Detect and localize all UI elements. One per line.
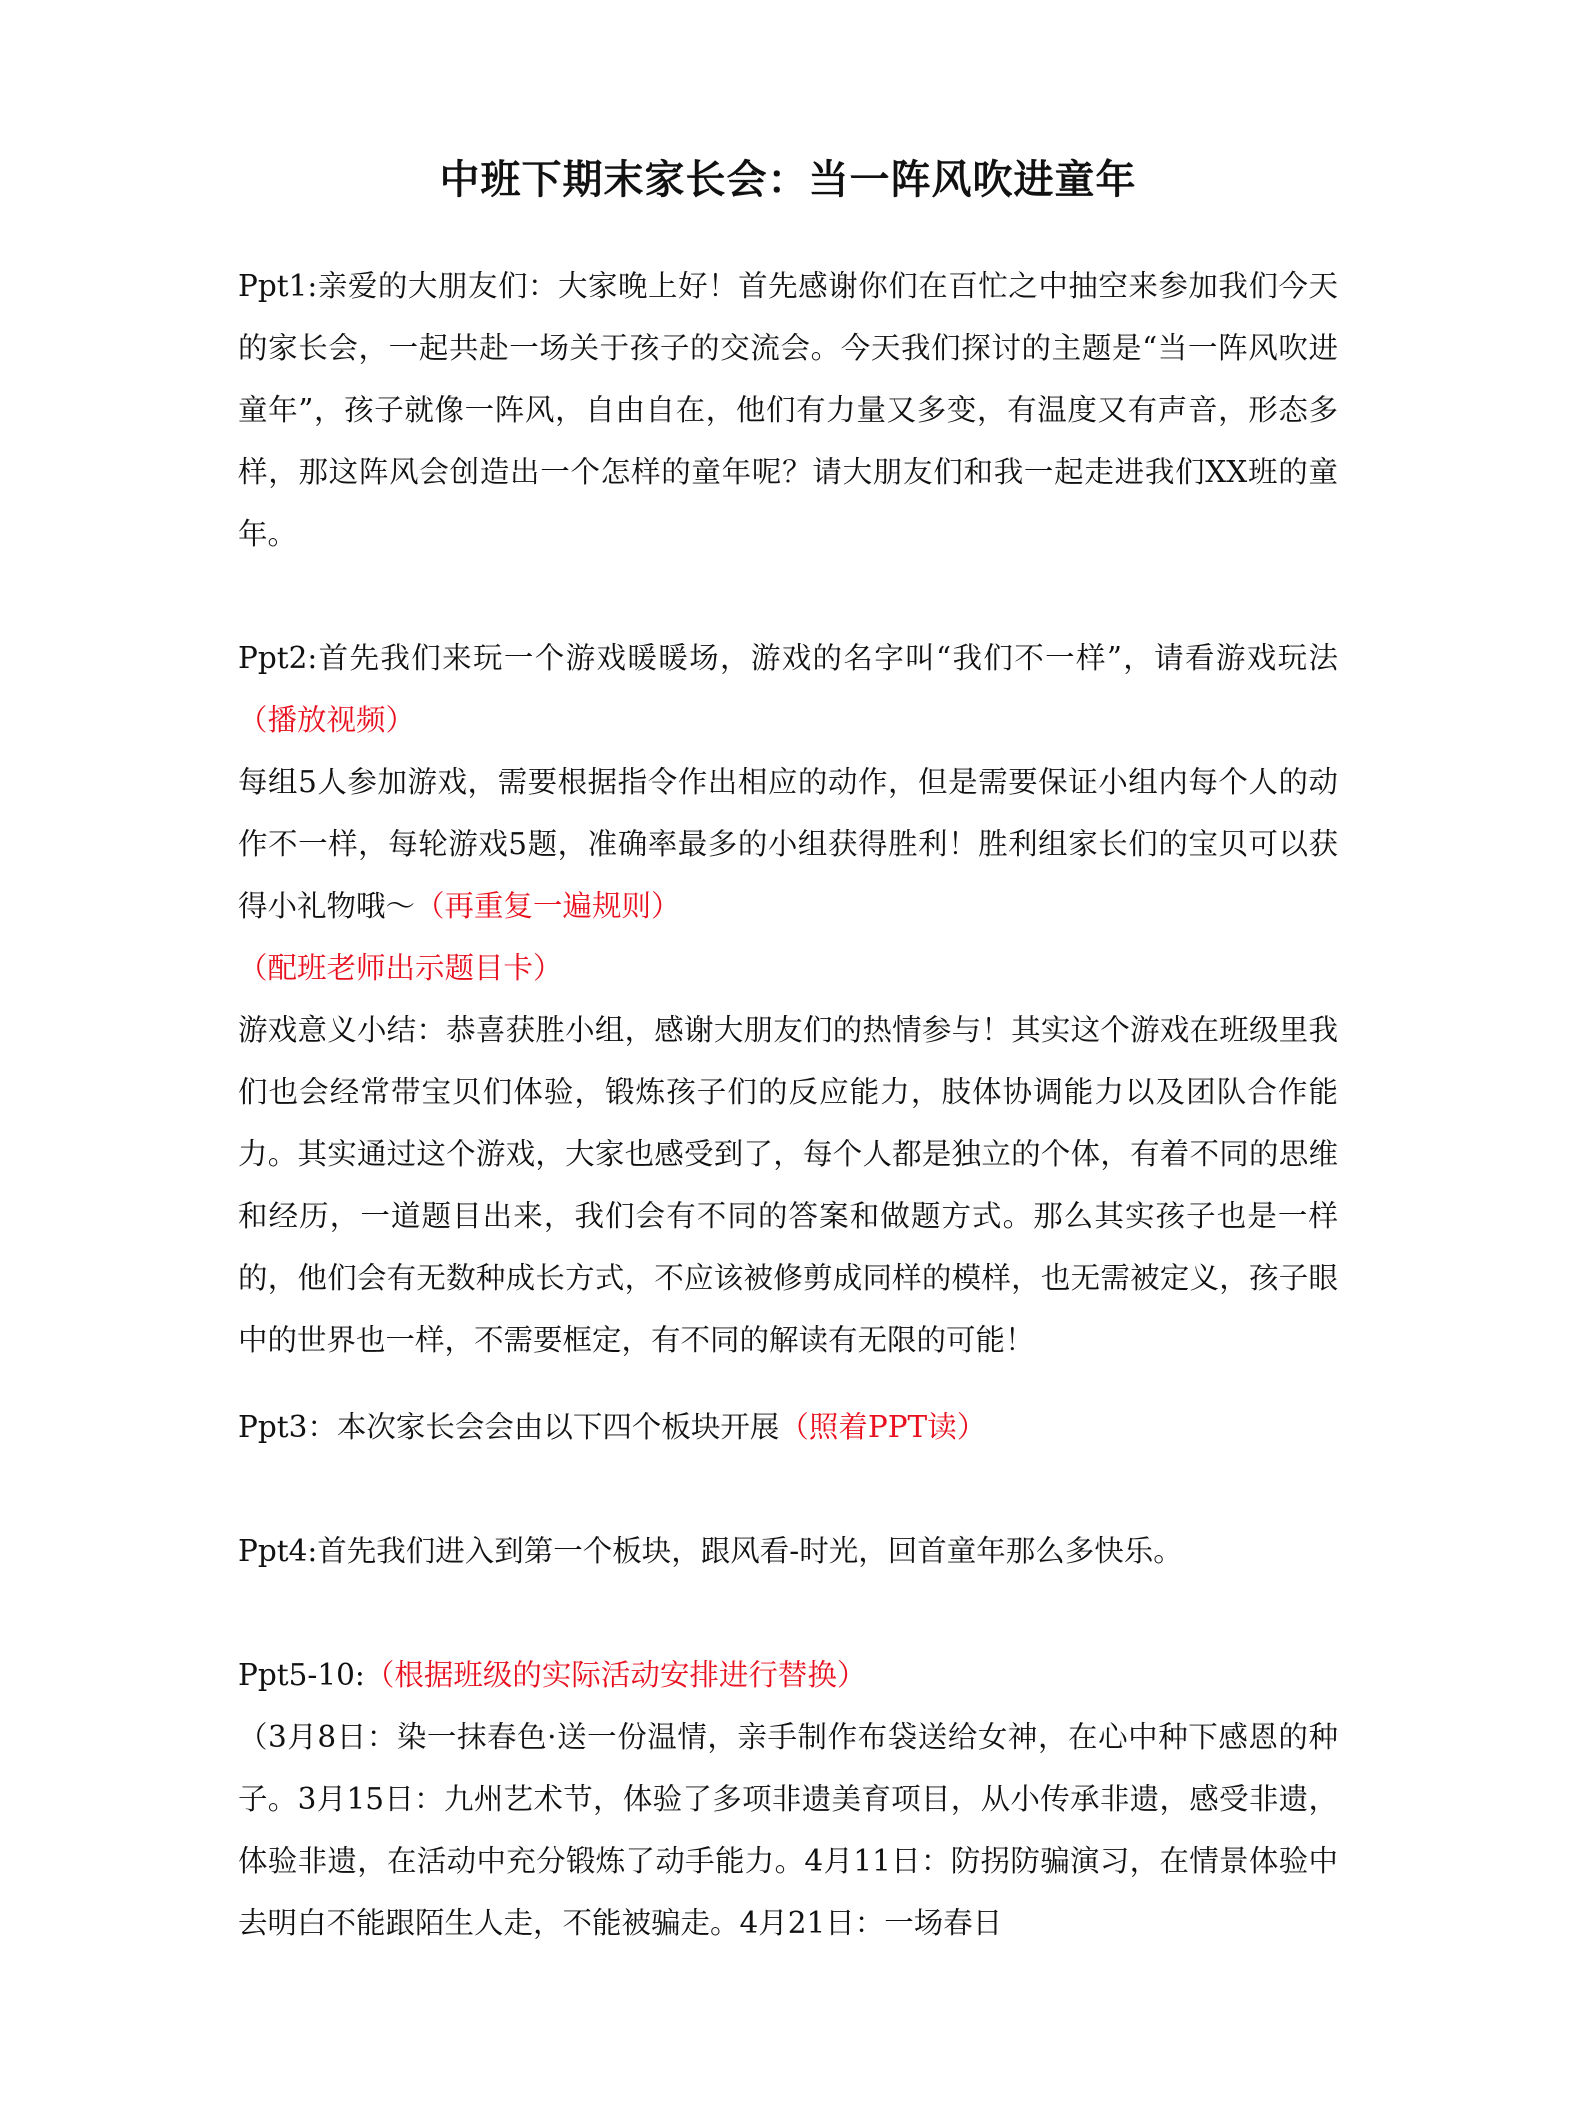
ppt5-10-activities-text: （3月8日：染一抹春色·送一份温情，亲手制作布袋送给女神，在心中种下感恩的种子。3月15日：九州艺术节，体验了多项非遗美育项目，从小传承非遗，感受非遗，体验非遗，在活动中充分锻炼了动手能力。4月11日：防拐防骗演习，在情景体验中去明白不能跟陌生人走，不能被骗走。4月21日：一场春日 — [238, 1720, 1338, 1940]
paragraph-ppt2-intro — [238, 627, 1338, 751]
ppt5-10-label: Ppt5-10: — [238, 1658, 365, 1692]
ppt3-text: Ppt3：本次家长会会由以下四个板块开展 — [238, 1410, 780, 1444]
ppt5-10-note: （根据班级的实际活动安排进行替换） — [364, 1658, 867, 1692]
ppt2-video-note: （播放视频） — [238, 703, 416, 737]
ppt3-note: （照着PPT读） — [779, 1410, 987, 1444]
paragraph-ppt2-rules — [238, 751, 1338, 937]
ppt2-intro-text: Ppt2:首先我们来玩一个游戏暖暖场，游戏的名字叫“我们不一样”，请看游戏玩法 — [238, 641, 1338, 675]
paragraph-ppt2-summary — [238, 999, 1338, 1371]
ppt2-summary-text: 游戏意义小结：恭喜获胜小组，感谢大朋友们的热情参与！其实这个游戏在班级里我们也会经常带宝贝们体验，锻炼孩子们的反应能力，肢体协调能力以及团队合作能力。其实通过这个游戏，大家也感受到了，每个人都是独立的个体，有着不同的思维和经历，一道题目出来，我们会有不同的答案和做题方式。那么其实孩子也是一样的，他们会有无数种成长方式，不应该被修剪成同样的模样，也无需被定义，孩子眼中的世界也一样，不需要框定，有不同的解读有无限的可能！ — [238, 1013, 1338, 1357]
ppt2-rules-note: （再重复一遍规则） — [415, 889, 681, 923]
document-title: 中班下期末家长会：当一阵风吹进童年 — [439, 157, 1137, 203]
paragraph-ppt4 — [238, 1520, 1338, 1582]
paragraph-ppt1 — [238, 255, 1338, 565]
paragraph-ppt2-teacher-note — [238, 937, 1338, 999]
ppt2-teacher-note: （配班老师出示题目卡） — [238, 951, 563, 985]
paragraph-ppt5-10-heading — [238, 1644, 1338, 1706]
paragraph-ppt3 — [238, 1396, 1338, 1458]
paragraph-ppt5-10-activities — [238, 1706, 1338, 1954]
ppt2-rules-text: 每组5人参加游戏，需要根据指令作出相应的动作，但是需要保证小组内每个人的动作不一样，每轮游戏5题，准确率最多的小组获得胜利！胜利组家长们的宝贝可以获得小礼物哦～ — [238, 765, 1338, 923]
ppt1-text: Ppt1:亲爱的大朋友们：大家晚上好！首先感谢你们在百忙之中抽空来参加我们今天的家长会，一起共赴一场关于孩子的交流会。今天我们探讨的主题是“当一阵风吹进童年”，孩子就像一阵风，自由自在，他们有力量又多变，有温度又有声音，形态多样，那这阵风会创造出一个怎样的童年呢？请大朋友们和我一起走进我们XX班的童年。 — [238, 269, 1338, 551]
ppt4-text: Ppt4:首先我们进入到第一个板块，跟风看-时光，回首童年那么多快乐。 — [238, 1534, 1183, 1568]
